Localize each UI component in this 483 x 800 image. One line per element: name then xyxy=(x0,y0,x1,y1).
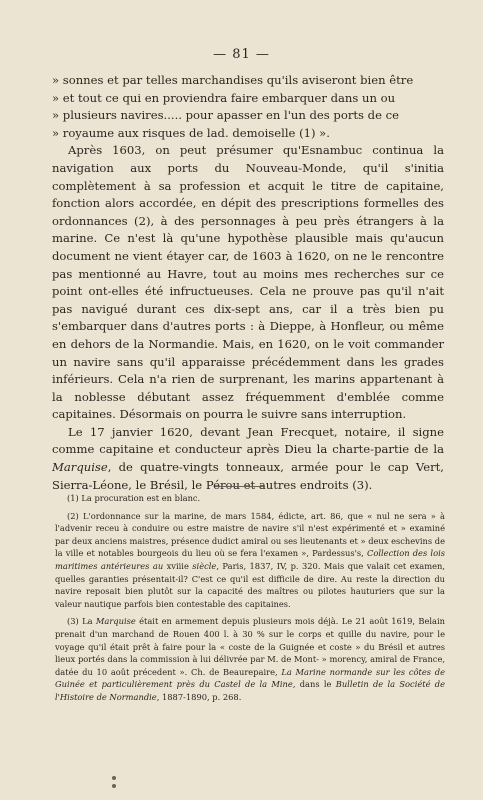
paper-speck xyxy=(112,784,116,788)
page-number: — 81 — xyxy=(213,47,270,62)
quote-line: » et tout ce qui en proviendra faire embarquer dans un ou xyxy=(52,90,396,105)
footnote-title: Collection des lois maritimes antérieures au xyxy=(55,548,445,571)
paragraph-charter-text: , de quatre-vingts tonneaux, armée pour le cap Vert, Sierra-Léone, le Brésil, le Pérou et autres endroits (3). xyxy=(52,460,444,492)
paragraph-charter xyxy=(52,424,444,494)
footnote-title: La Marine normande sur les côtes de Guinée et particulièrement près du Castel de la Mine xyxy=(55,666,445,690)
footnote-3 xyxy=(55,615,445,703)
footnote-title: siècle xyxy=(192,560,217,571)
footnote-text: , Paris, 1837, IV, p. 320. Mais que valait cet examen, quelles garanties présentait-il? C'est ce qu'il est difficile de dire. Au reste la direction du navire reposait bien plutôt sur la capacité des maîtres ou pilotes hauturiers que sur la valeur nautique parfois bien contestable des capitaines. xyxy=(55,560,445,609)
paper-speck xyxy=(112,776,116,780)
footnote-1: (1) La procuration est en blanc. xyxy=(67,493,201,503)
footnote-text: (3) La xyxy=(67,616,96,627)
footnote-text: xviiie xyxy=(163,560,193,571)
quote-line: » sonnes et par telles marchandises qu'ils aviseront bien être xyxy=(52,73,414,87)
footnote-title: Bulletin de la Société de l'Histoire de Normandie xyxy=(55,679,446,702)
footnote-text: était en armement depuis plusieurs mois déjà. Le 21 août 1619, Belain prenait d'un marchand de Rouen 400 l. à 30 % sur le corps et quille du navire, pour le voyage qu'il était prêt à faire pour la « coste de la Guignée et coste » du Brésil et autres lieux portés dans la commission à lui délivrée par M. de Mont- » morency, amiral de France, datée du 10 août précedent ». Ch. de Beaurepaire, xyxy=(55,616,445,677)
footnote-divider xyxy=(215,486,265,487)
quote-line: » plusieurs navires..... pour apasser en l'un des ports de ce xyxy=(52,108,399,123)
footnote-text: , dans le xyxy=(292,679,336,690)
footnote-text: (2) L'ordonnance sur la marine, de mars 1584, édicte, art. 86, que « nul ne sera » à l'advenir receu à conduire ou estre maistre de navire s'il n'est expérimenté et » examiné par deux anciens maistres, présence dudict amiral ou ses lieutenants et » deux eschevins de la ville et notables bourgeois du lieu où se fera l'examen », Pardessus's, xyxy=(55,510,445,559)
ship-name: Marquise xyxy=(95,616,136,627)
footnotes xyxy=(55,492,445,709)
footnote-text: , 1887-1890, p. 268. xyxy=(156,691,242,702)
main-text xyxy=(52,72,444,494)
paragraph-esnambuc: Après 1603, on peut présumer qu'Esnambuc continua la navigation aux ports du Nouveau-Monde, qu'il s'initia complètement à sa profession et acquit le titre de capitaine, fonction alors accordée, en dépit des prescriptions formelles des ordonnances (2), à des personnages à peu près étrangers à la marine. Ce n'est là qu'une hypothèse plausible mais qu'aucun document ne vient étayer car, de 1603 à 1620, on ne le rencontre pas mentionné au Havre, tout au moins mes recherches sur ce point ont-elles été infructueuses. Cela ne prouve pas qu'il n'ait pas navigué durant ces dix-sept ans, car il a très bien pu s'embarquer dans d'autres ports : à Dieppe, à Honfleur, ou même en dehors de la Normandie. Mais, en 1620, on le voit commander un navire sans qu'il apparaisse précédemment dans les grades inférieurs. Cela n'a rien de surprenant, les marins appartenant à la noblesse débutant assez fréquemment d'emblée comme capitaines. Désormais on pourra le suivre sans interruption. xyxy=(52,143,444,422)
paragraph-charter-text: Le 17 janvier 1620, devant Jean Frecquet, notaire, il signe comme capitaine et conducteur après Dieu la charte-partie de la xyxy=(52,424,444,457)
quote-line: » royaume aux risques de lad. demoiselle (1) ». xyxy=(52,125,330,140)
footnote-2 xyxy=(55,510,445,611)
ship-name: Marquise xyxy=(52,460,108,475)
